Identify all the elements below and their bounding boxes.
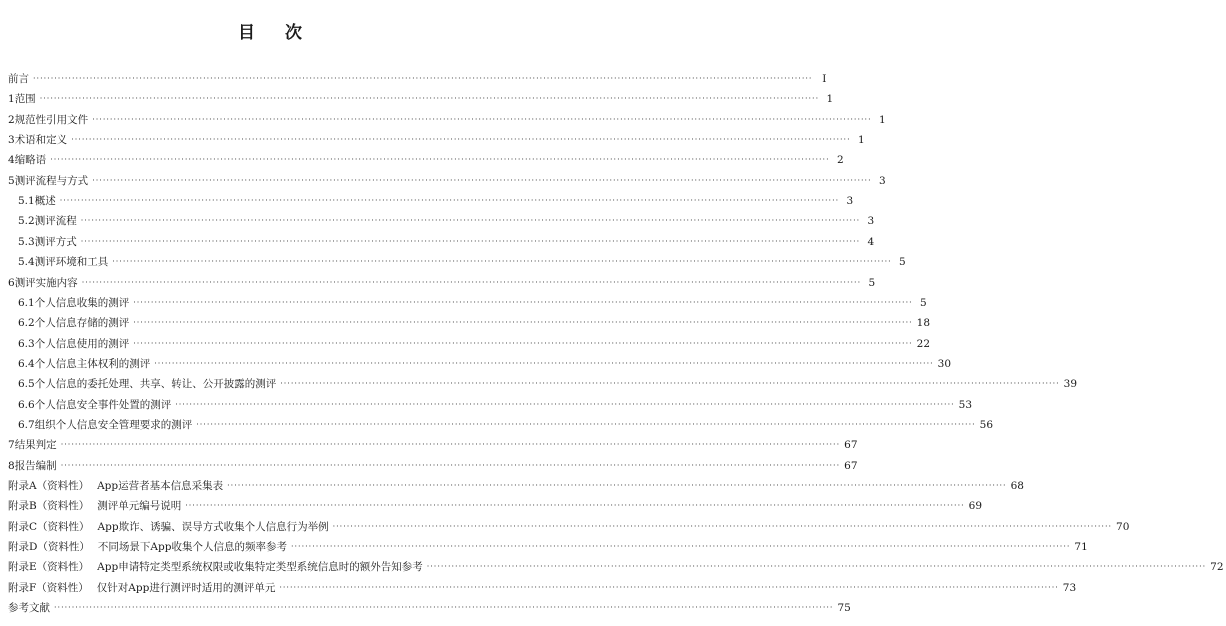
toc-entry-title: 个人信息存储的测评 xyxy=(34,317,130,330)
toc-entry-title: 结果判定 xyxy=(14,439,57,452)
toc-entry-number: 7 xyxy=(8,439,15,452)
toc-entry[interactable] xyxy=(0,374,1078,394)
toc-entry-number: 6 xyxy=(8,276,15,289)
toc-entry-title: 规范性引用文件 xyxy=(14,113,89,126)
toc-page-number: 68 xyxy=(1010,480,1024,492)
toc-entry[interactable] xyxy=(0,334,931,354)
toc-entry-title: 范围 xyxy=(14,93,36,106)
toc-entry-title: 组织个人信息安全管理要求的测评 xyxy=(34,418,193,431)
toc-entry-number: 5.1 xyxy=(18,195,35,208)
toc-page-number: 22 xyxy=(916,337,931,350)
toc-leader-dots: ···························································································································································································································· xyxy=(280,379,1060,389)
toc-page-number: 3 xyxy=(878,174,886,187)
toc-entry-title: 个人信息使用的测评 xyxy=(34,337,130,350)
toc-leader-dots: ···························································································································································································································· xyxy=(33,74,813,83)
toc-entry[interactable] xyxy=(0,273,876,293)
toc-page-number: 1 xyxy=(826,93,834,106)
toc-page-number: 67 xyxy=(844,459,858,472)
toc-leader-dots: ···························································································································································································································· xyxy=(133,297,913,307)
toc-entry[interactable] xyxy=(0,110,886,130)
toc-entry[interactable] xyxy=(0,211,875,231)
toc-entry[interactable] xyxy=(0,171,886,191)
toc-leader-dots: ···························································································································································································································· xyxy=(154,358,934,368)
toc-leader-dots: ···························································································································································································································· xyxy=(59,196,840,206)
toc-page-number: 3 xyxy=(846,195,854,208)
toc-entry-title: 概述 xyxy=(34,195,56,208)
toc-leader-dots: ···························································································································································································································· xyxy=(54,603,834,613)
toc-entry-number: 5.4 xyxy=(18,256,35,269)
toc-entry[interactable] xyxy=(0,313,931,333)
toc-appendix-id: 附录F（资料性） xyxy=(8,581,89,594)
toc-entry-number: 6.5 xyxy=(18,378,35,391)
toc-entry-number: 8 xyxy=(8,459,15,472)
toc-page-number: 3 xyxy=(867,215,875,228)
toc-page-number: 69 xyxy=(968,500,983,513)
toc-page-number: 5 xyxy=(898,256,906,269)
toc-entry-number: 4 xyxy=(8,154,15,167)
toc-page-number: 2 xyxy=(836,154,844,167)
toc-entry-number: 5 xyxy=(8,174,15,187)
toc-leader-dots: ···························································································································································································································· xyxy=(50,155,830,165)
toc-entry[interactable] xyxy=(0,191,854,211)
toc-leader-dots: ···························································································································································································································· xyxy=(39,94,820,104)
toc-leader-dots: ···························································································································································································································· xyxy=(279,582,1059,592)
toc-entry-title: 测评环境和工具 xyxy=(34,256,109,269)
toc-entry[interactable] xyxy=(0,232,875,252)
toc-entry-title: 测评流程与方式 xyxy=(14,174,89,187)
toc-leader-dots: ···························································································································································································································· xyxy=(81,277,862,287)
toc-entry[interactable] xyxy=(0,252,906,272)
toc-entry-number: 1 xyxy=(8,93,15,106)
toc-page-number: 71 xyxy=(1074,541,1088,554)
toc-page-number: 73 xyxy=(1062,581,1077,594)
toc-page-number: 56 xyxy=(979,418,994,431)
toc-appendix-id: 附录D（资料性） xyxy=(8,541,90,554)
toc-entry-title: App运营者基本信息采集表 xyxy=(97,480,224,492)
toc-entry[interactable] xyxy=(0,537,1088,557)
toc-page-number: 5 xyxy=(919,296,927,309)
toc-entry-title: App欺诈、诱骗、误导方式收集个人信息行为举例 xyxy=(97,520,329,533)
toc-entry-title: 测评流程 xyxy=(34,215,77,228)
toc-entry[interactable] xyxy=(0,496,983,516)
toc-entry[interactable] xyxy=(0,517,1130,537)
toc-leader-dots: ···························································································································································································································· xyxy=(290,542,1071,552)
toc-leader-dots: ···························································································································································································································· xyxy=(71,135,851,145)
toc-leader-dots: ···························································································································································································································· xyxy=(92,175,872,185)
toc-entry[interactable] xyxy=(0,69,827,89)
toc-leader-dots: ···························································································································································································································· xyxy=(227,481,1007,490)
toc-leader-dots: ···························································································································································································································· xyxy=(175,399,955,409)
toc-page-number: 70 xyxy=(1116,520,1130,533)
toc-entry-number: 2 xyxy=(8,113,15,126)
toc-entry[interactable] xyxy=(0,89,834,109)
toc-leader-dots: ···························································································································································································································· xyxy=(80,216,861,226)
toc-page-number: 39 xyxy=(1063,378,1078,391)
toc-leader-dots: ···························································································································································································································· xyxy=(185,501,965,511)
toc-entry[interactable] xyxy=(0,476,1024,496)
toc-entry-title: App申请特定类型系统权限或收集特定类型系统信息时的额外告知参考 xyxy=(97,561,423,574)
toc-entry[interactable] xyxy=(0,395,973,415)
toc-entry-number: 6.7 xyxy=(18,418,35,431)
toc-appendix-id: 附录C（资料性） xyxy=(8,520,90,533)
toc-leader-dots: ···························································································································································································································· xyxy=(332,521,1113,531)
toc-entry[interactable] xyxy=(0,456,858,476)
toc-entry-title: 参考文献 xyxy=(8,602,50,615)
toc-entry-number: 6.6 xyxy=(18,398,35,411)
toc-leader-dots: ···························································································································································································································· xyxy=(80,236,861,246)
toc-entry-number: 6.2 xyxy=(18,317,35,330)
title-char-2: 次 xyxy=(285,23,302,43)
toc-entry-title: 测评方式 xyxy=(34,235,77,248)
toc-entry-number: 6.3 xyxy=(18,337,35,350)
toc-page-number: 67 xyxy=(844,439,858,452)
toc-entry-number: 5.3 xyxy=(18,235,35,248)
toc-entry-title: 个人信息的委托处理、共享、转让、公开披露的测评 xyxy=(34,378,277,391)
toc-entry-title: 前言 xyxy=(8,73,29,85)
toc-appendix-id: 附录E（资料性） xyxy=(8,561,90,574)
toc-page-number: 30 xyxy=(937,357,952,370)
toc-entry-title: 不同场景下App收集个人信息的频率参考 xyxy=(97,541,287,554)
toc-entry-title: 个人信息主体权利的测评 xyxy=(34,357,151,370)
toc-entry-title: 仅针对App进行测评时适用的测评单元 xyxy=(96,581,276,594)
toc-entry-title: 报告编制 xyxy=(14,459,57,472)
toc-page-number: 5 xyxy=(868,276,876,289)
toc-entry[interactable] xyxy=(0,293,927,313)
toc-leader-dots: ···························································································································································································································· xyxy=(112,257,892,267)
toc-leader-dots: ···························································································································································································································· xyxy=(426,562,1207,572)
toc-entry[interactable] xyxy=(0,557,1224,577)
toc-leader-dots: ···························································································································································································································· xyxy=(60,440,841,450)
toc-page-number: 53 xyxy=(958,398,973,411)
toc-entry[interactable] xyxy=(0,415,994,435)
toc-page-number: 4 xyxy=(867,235,875,248)
toc-page-number: 1 xyxy=(878,113,886,126)
toc-page-number: 75 xyxy=(837,602,851,615)
toc-entry-number: 6.4 xyxy=(18,357,35,370)
toc-entry-title: 个人信息安全事件处置的测评 xyxy=(34,398,172,411)
toc-appendix-id: 附录B（资料性） xyxy=(8,500,90,513)
toc-entry-title: 术语和定义 xyxy=(14,134,68,147)
toc-leader-dots: ···························································································································································································································· xyxy=(60,460,841,470)
toc-entry[interactable] xyxy=(0,578,1077,598)
toc-page-number: 72 xyxy=(1210,561,1224,574)
toc-entry-title: 个人信息收集的测评 xyxy=(34,296,130,309)
toc-leader-dots: ···························································································································································································································· xyxy=(92,114,872,124)
toc-leader-dots: ···························································································································································································································· xyxy=(133,318,913,328)
toc-entry-number: 6.1 xyxy=(18,296,35,309)
toc-page-number: Ⅰ xyxy=(822,73,827,85)
toc-entry[interactable] xyxy=(0,130,865,150)
toc-leader-dots: ···························································································································································································································· xyxy=(196,419,976,429)
toc-entry-title: 测评实施内容 xyxy=(14,276,78,289)
toc-entry[interactable] xyxy=(0,150,844,170)
toc-entry[interactable] xyxy=(0,435,858,455)
page-title xyxy=(0,18,540,43)
toc-entry-number: 3 xyxy=(8,134,15,147)
toc-leader-dots: ···························································································································································································································· xyxy=(133,338,913,348)
toc-page-number: 18 xyxy=(916,317,931,330)
title-char-1: 目 xyxy=(238,23,255,43)
toc-entry-title: 缩略语 xyxy=(14,154,47,167)
toc-entry-title: 测评单元编号说明 xyxy=(97,500,182,513)
toc-entry[interactable] xyxy=(0,598,851,618)
toc-page-number: 1 xyxy=(857,134,865,147)
toc-entry-number: 5.2 xyxy=(18,215,35,228)
toc-appendix-id: 附录A（资料性） xyxy=(8,480,90,492)
toc-entry[interactable] xyxy=(0,354,952,374)
